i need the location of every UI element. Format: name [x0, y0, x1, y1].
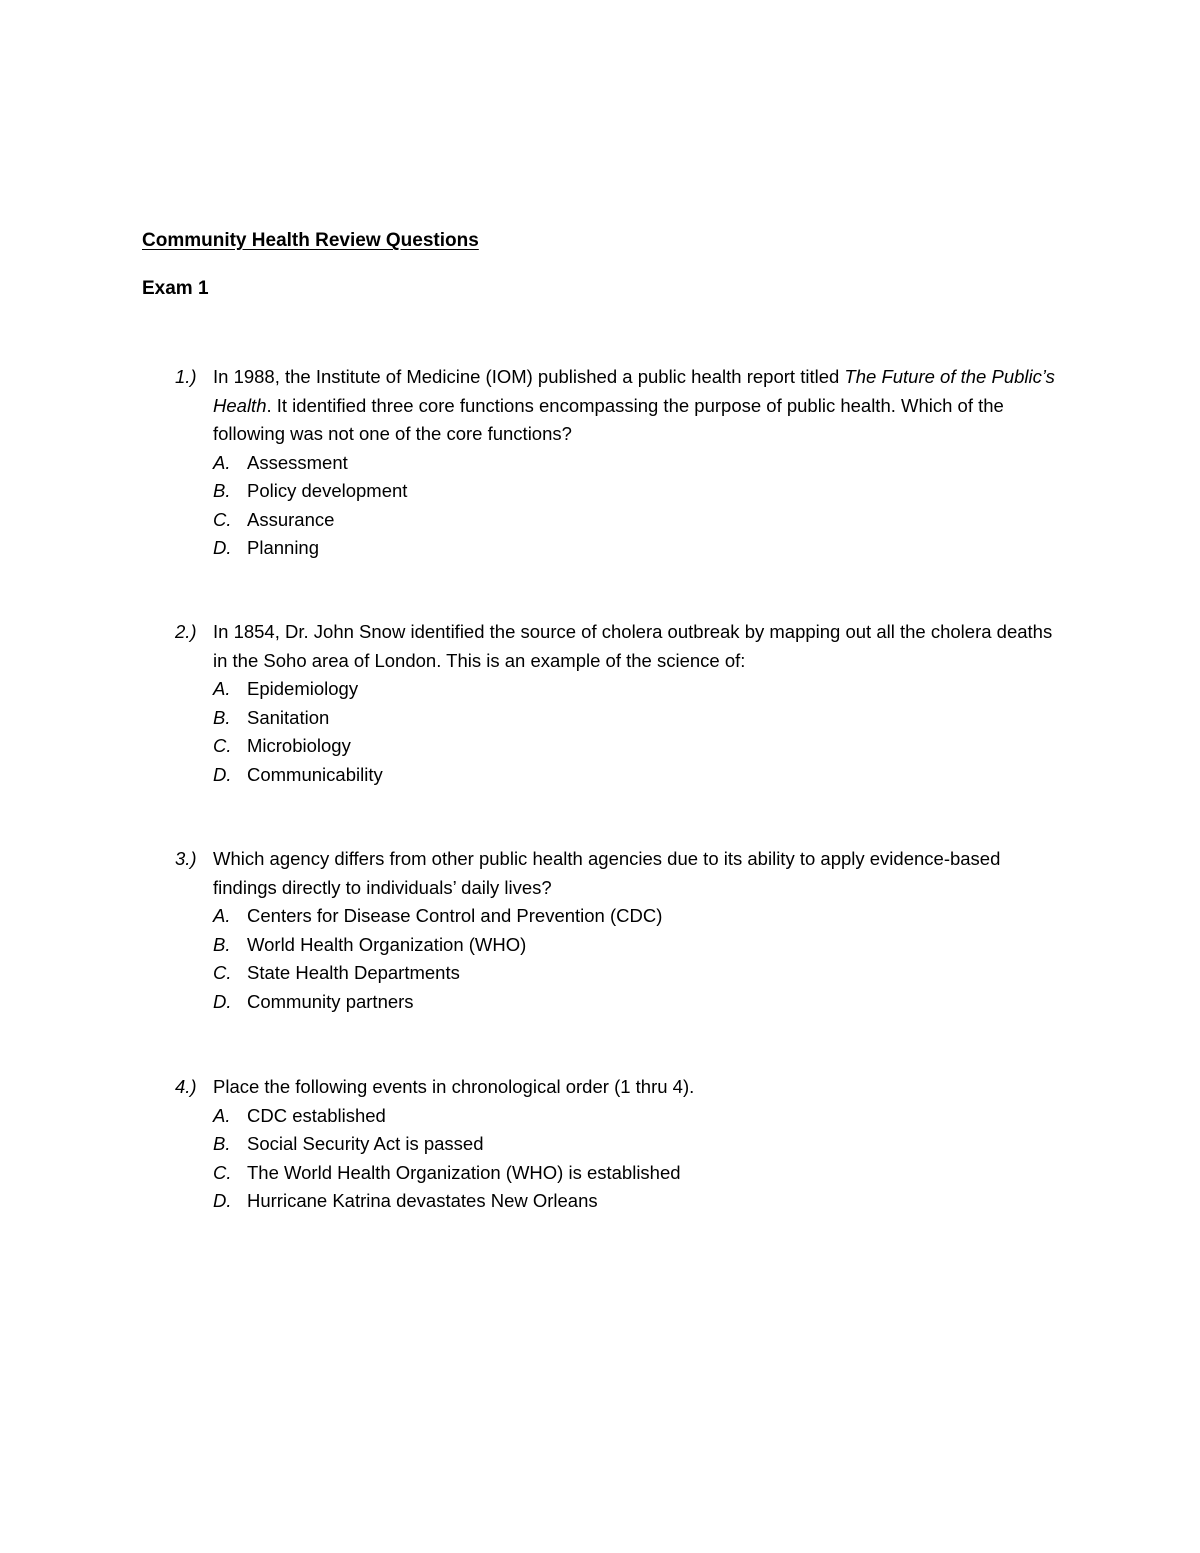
question-2: [175, 618, 1075, 789]
answer-options: [175, 675, 1075, 789]
answer-option: [175, 959, 1075, 988]
option-text: CDC established: [247, 1104, 386, 1126]
option-text: Assurance: [247, 508, 335, 530]
answer-option: [175, 675, 1075, 704]
answer-option: [175, 931, 1075, 960]
question-number: 4.): [175, 1076, 197, 1097]
option-letter: A.: [213, 451, 231, 473]
option-text: Epidemiology: [247, 678, 359, 699]
option-text: Communicability: [247, 763, 383, 785]
option-text: Assessment: [247, 451, 348, 473]
option-letter: A.: [213, 678, 231, 699]
answer-option: [175, 902, 1075, 931]
document-title: Community Health Review Questions: [142, 230, 479, 251]
exam-label: Exam 1: [142, 278, 209, 299]
option-text: Hurricane Katrina devastates New Orleans: [247, 1190, 598, 1211]
option-text: State Health Departments: [247, 962, 460, 983]
option-text: Sanitation: [247, 706, 330, 728]
question-text: Which agency differs from other public health agencies due to its ability to apply evidence-based findings directly to individuals’ daily lives?: [213, 848, 1001, 898]
option-letter: A.: [213, 1104, 231, 1126]
question-text-part: . It identified three core functions encompassing the purpose of public health. Which of the following was not one of the core functions?: [213, 394, 1004, 444]
question-text: Place the following events in chronological order (1 thru 4).: [213, 1076, 695, 1097]
question-text-part: In 1988, the Institute of Medicine (IOM) published a public health report titled: [213, 366, 845, 387]
answer-option: [175, 506, 1075, 535]
answer-option: [175, 988, 1075, 1017]
answer-option: [175, 449, 1075, 478]
answer-options: [175, 902, 1075, 1016]
answer-option: [175, 704, 1075, 733]
answer-option: [175, 1102, 1075, 1131]
option-text: The World Health Organization (WHO) is established: [247, 1161, 681, 1183]
question-1: [175, 363, 1075, 563]
option-letter: D.: [213, 990, 232, 1012]
question-4: [175, 1073, 1075, 1216]
option-letter: C.: [213, 508, 232, 530]
option-letter: B.: [213, 933, 231, 955]
answer-option: [175, 1187, 1075, 1216]
answer-option: [175, 1159, 1075, 1188]
option-text: Planning: [247, 537, 320, 558]
option-letter: C.: [213, 735, 232, 756]
option-text: World Health Organization (WHO): [247, 933, 527, 955]
option-letter: C.: [213, 1161, 232, 1183]
option-letter: C.: [213, 962, 232, 983]
question-text: [213, 363, 1055, 449]
option-text: Community partners: [247, 990, 414, 1012]
answer-options: [175, 1102, 1075, 1216]
option-letter: D.: [213, 537, 232, 558]
answer-option: [175, 477, 1075, 506]
question-number: 1.): [175, 366, 197, 387]
answer-option: [175, 1130, 1075, 1159]
option-letter: D.: [213, 763, 232, 785]
option-letter: D.: [213, 1190, 232, 1211]
option-text: Policy development: [247, 480, 408, 501]
answer-option: [175, 732, 1075, 761]
question-text: In 1854, Dr. John Snow identified the source of cholera outbreak by mapping out all the cholera deaths in the Soho area of London. This is an example of the science of:: [213, 621, 1053, 671]
option-text: Microbiology: [247, 735, 351, 756]
answer-options: [175, 449, 1075, 563]
question-3: [175, 845, 1075, 1016]
answer-option: [175, 534, 1075, 563]
answer-option: [175, 761, 1075, 790]
option-text: Social Security Act is passed: [247, 1133, 484, 1154]
option-letter: B.: [213, 706, 231, 728]
option-letter: B.: [213, 480, 231, 501]
option-letter: B.: [213, 1133, 231, 1154]
option-letter: A.: [213, 905, 231, 926]
question-number: 3.): [175, 848, 197, 869]
report-title: The Future of the Public’s Health: [213, 366, 1055, 416]
question-number: 2.): [175, 621, 197, 642]
option-text: Centers for Disease Control and Prevention (CDC): [247, 905, 663, 926]
